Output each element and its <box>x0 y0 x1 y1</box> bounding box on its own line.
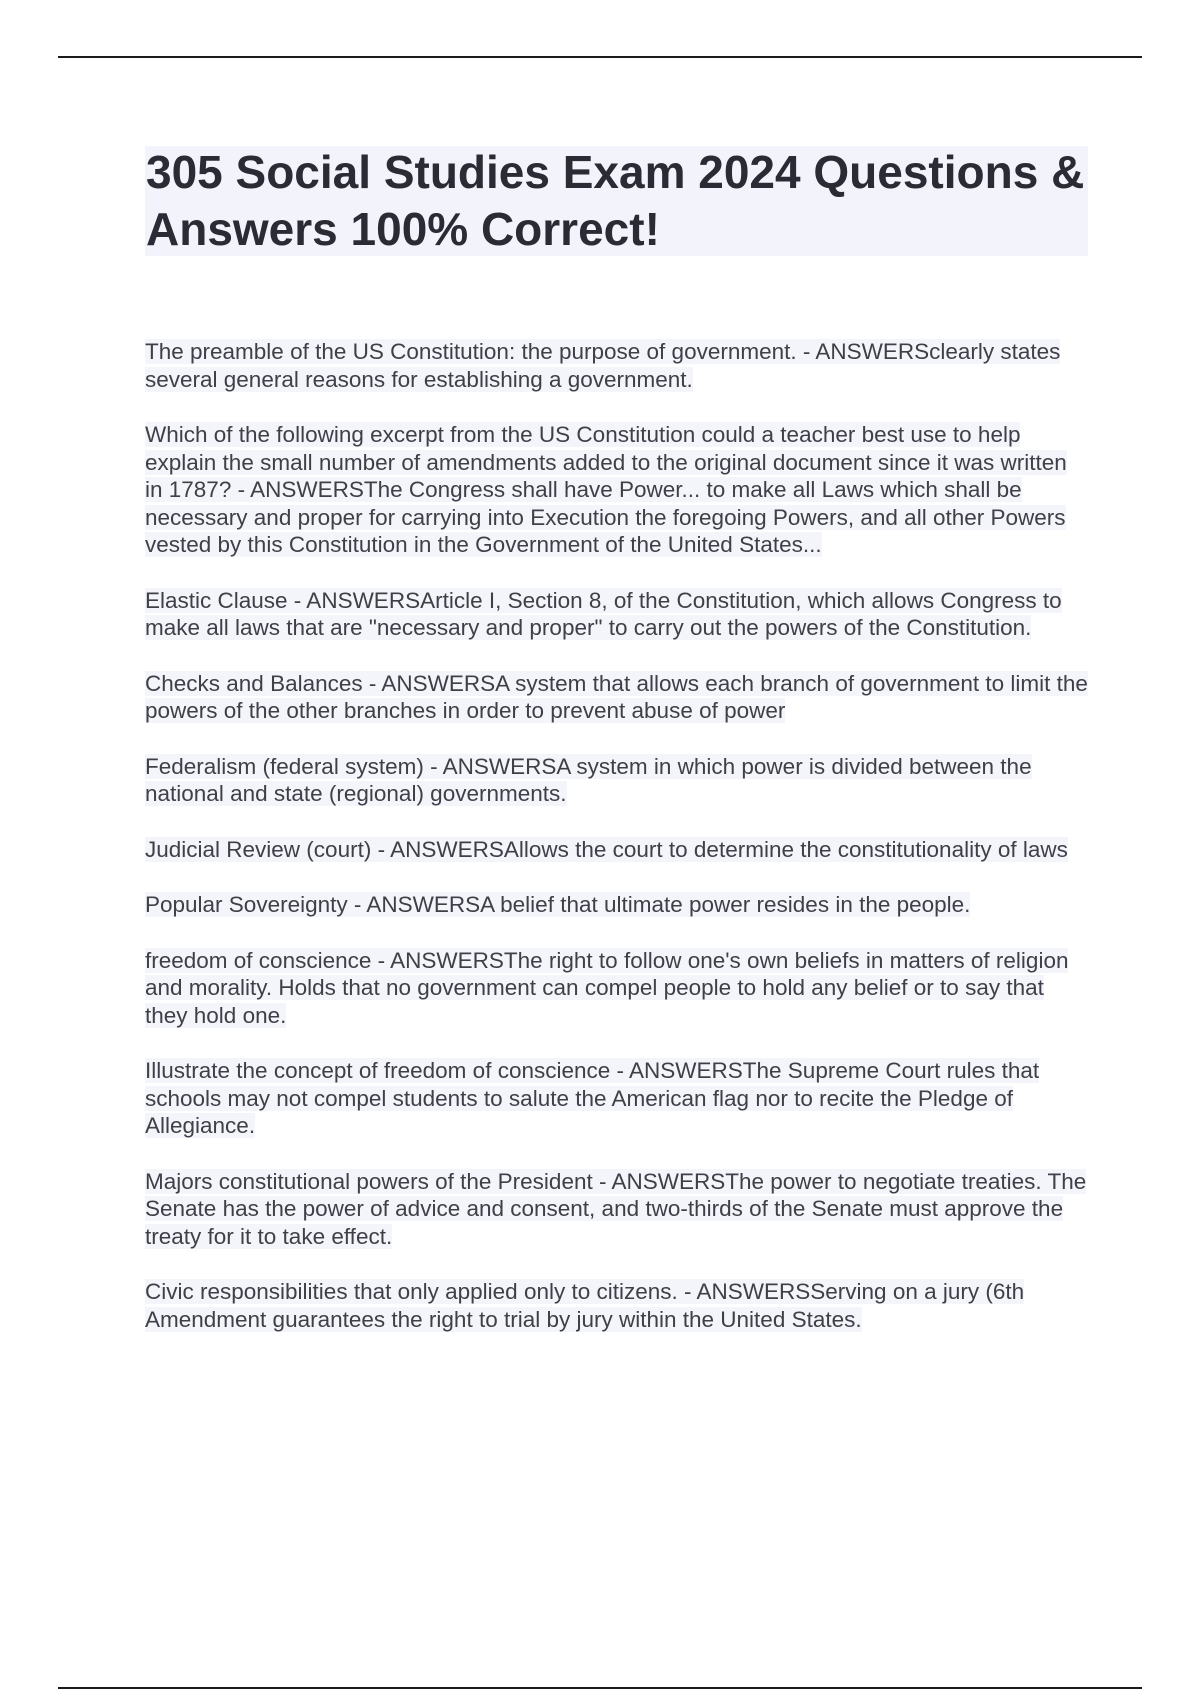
footer-rule <box>58 1687 1142 1689</box>
qa-entry <box>145 947 1090 1030</box>
qa-list <box>145 338 1090 1361</box>
qa-entry <box>145 1278 1090 1333</box>
qa-entry-text: Checks and Balances - ANSWERSA system that allows each branch of government to limit the powers of the other branches in order to prevent abuse of power <box>145 670 1088 723</box>
qa-entry-text: Popular Sovereignty - ANSWERSA belief that ultimate power resides in the people. <box>145 892 971 917</box>
qa-entry <box>145 670 1090 725</box>
qa-entry-text: The preamble of the US Constitution: the purpose of government. - ANSWERSclearly states several general reasons for establishing a government. <box>145 339 1061 392</box>
qa-entry-text: Judicial Review (court) - ANSWERSAllows the court to determine the constitutionality of laws <box>145 836 1068 862</box>
qa-entry-text: Federalism (federal system) - ANSWERSA system in which power is divided between the national and state (regional) governments. <box>145 753 1032 806</box>
qa-entry-text: freedom of conscience - ANSWERSThe right to follow one's own beliefs in matters of religion and morality. Holds that no government can compel people to hold any belief or to say that they hold one. <box>145 947 1069 1028</box>
qa-entry <box>145 421 1090 559</box>
qa-entry-text: Majors constitutional powers of the President - ANSWERSThe power to negotiate treaties. The Senate has the power of advice and consent, and two-thirds of the Senate must approve the treaty for it to take effect. <box>145 1168 1087 1249</box>
qa-entry <box>145 1057 1090 1140</box>
qa-entry <box>145 338 1090 393</box>
qa-entry <box>145 836 1090 864</box>
qa-entry-text: Illustrate the concept of freedom of conscience - ANSWERSThe Supreme Court rules that schools may not compel students to salute the American flag nor to recite the Pledge of Allegiance. <box>145 1058 1040 1138</box>
qa-entry <box>145 1168 1090 1251</box>
header-rule <box>58 56 1142 58</box>
qa-entry-text: Civic responsibilities that only applied only to citizens. - ANSWERSServing on a jury (6th Amendment guarantees the right to trial by jury within the United States. <box>145 1279 1025 1332</box>
qa-entry-text: Elastic Clause - ANSWERSArticle I, Section 8, of the Constitution, which allows Congress to make all laws that are "necessary and proper" to carry out the powers of the Constitution. <box>145 587 1062 640</box>
qa-entry-text: Which of the following excerpt from the US Constitution could a teacher best use to help explain the small number of amendments added to the original document since it was written in 1787? - ANSWERSThe Congress shall have Power... to make all Laws which shall be necessary and proper for carrying into Execution the foregoing Powers, and all other Powers vested by this Constitution in the Government of the United States... <box>145 422 1067 557</box>
qa-entry <box>145 753 1090 808</box>
page-title: 305 Social Studies Exam 2024 Questions & Answers 100% Correct! <box>146 146 1085 255</box>
qa-entry <box>145 891 1090 919</box>
qa-entry <box>145 587 1090 642</box>
